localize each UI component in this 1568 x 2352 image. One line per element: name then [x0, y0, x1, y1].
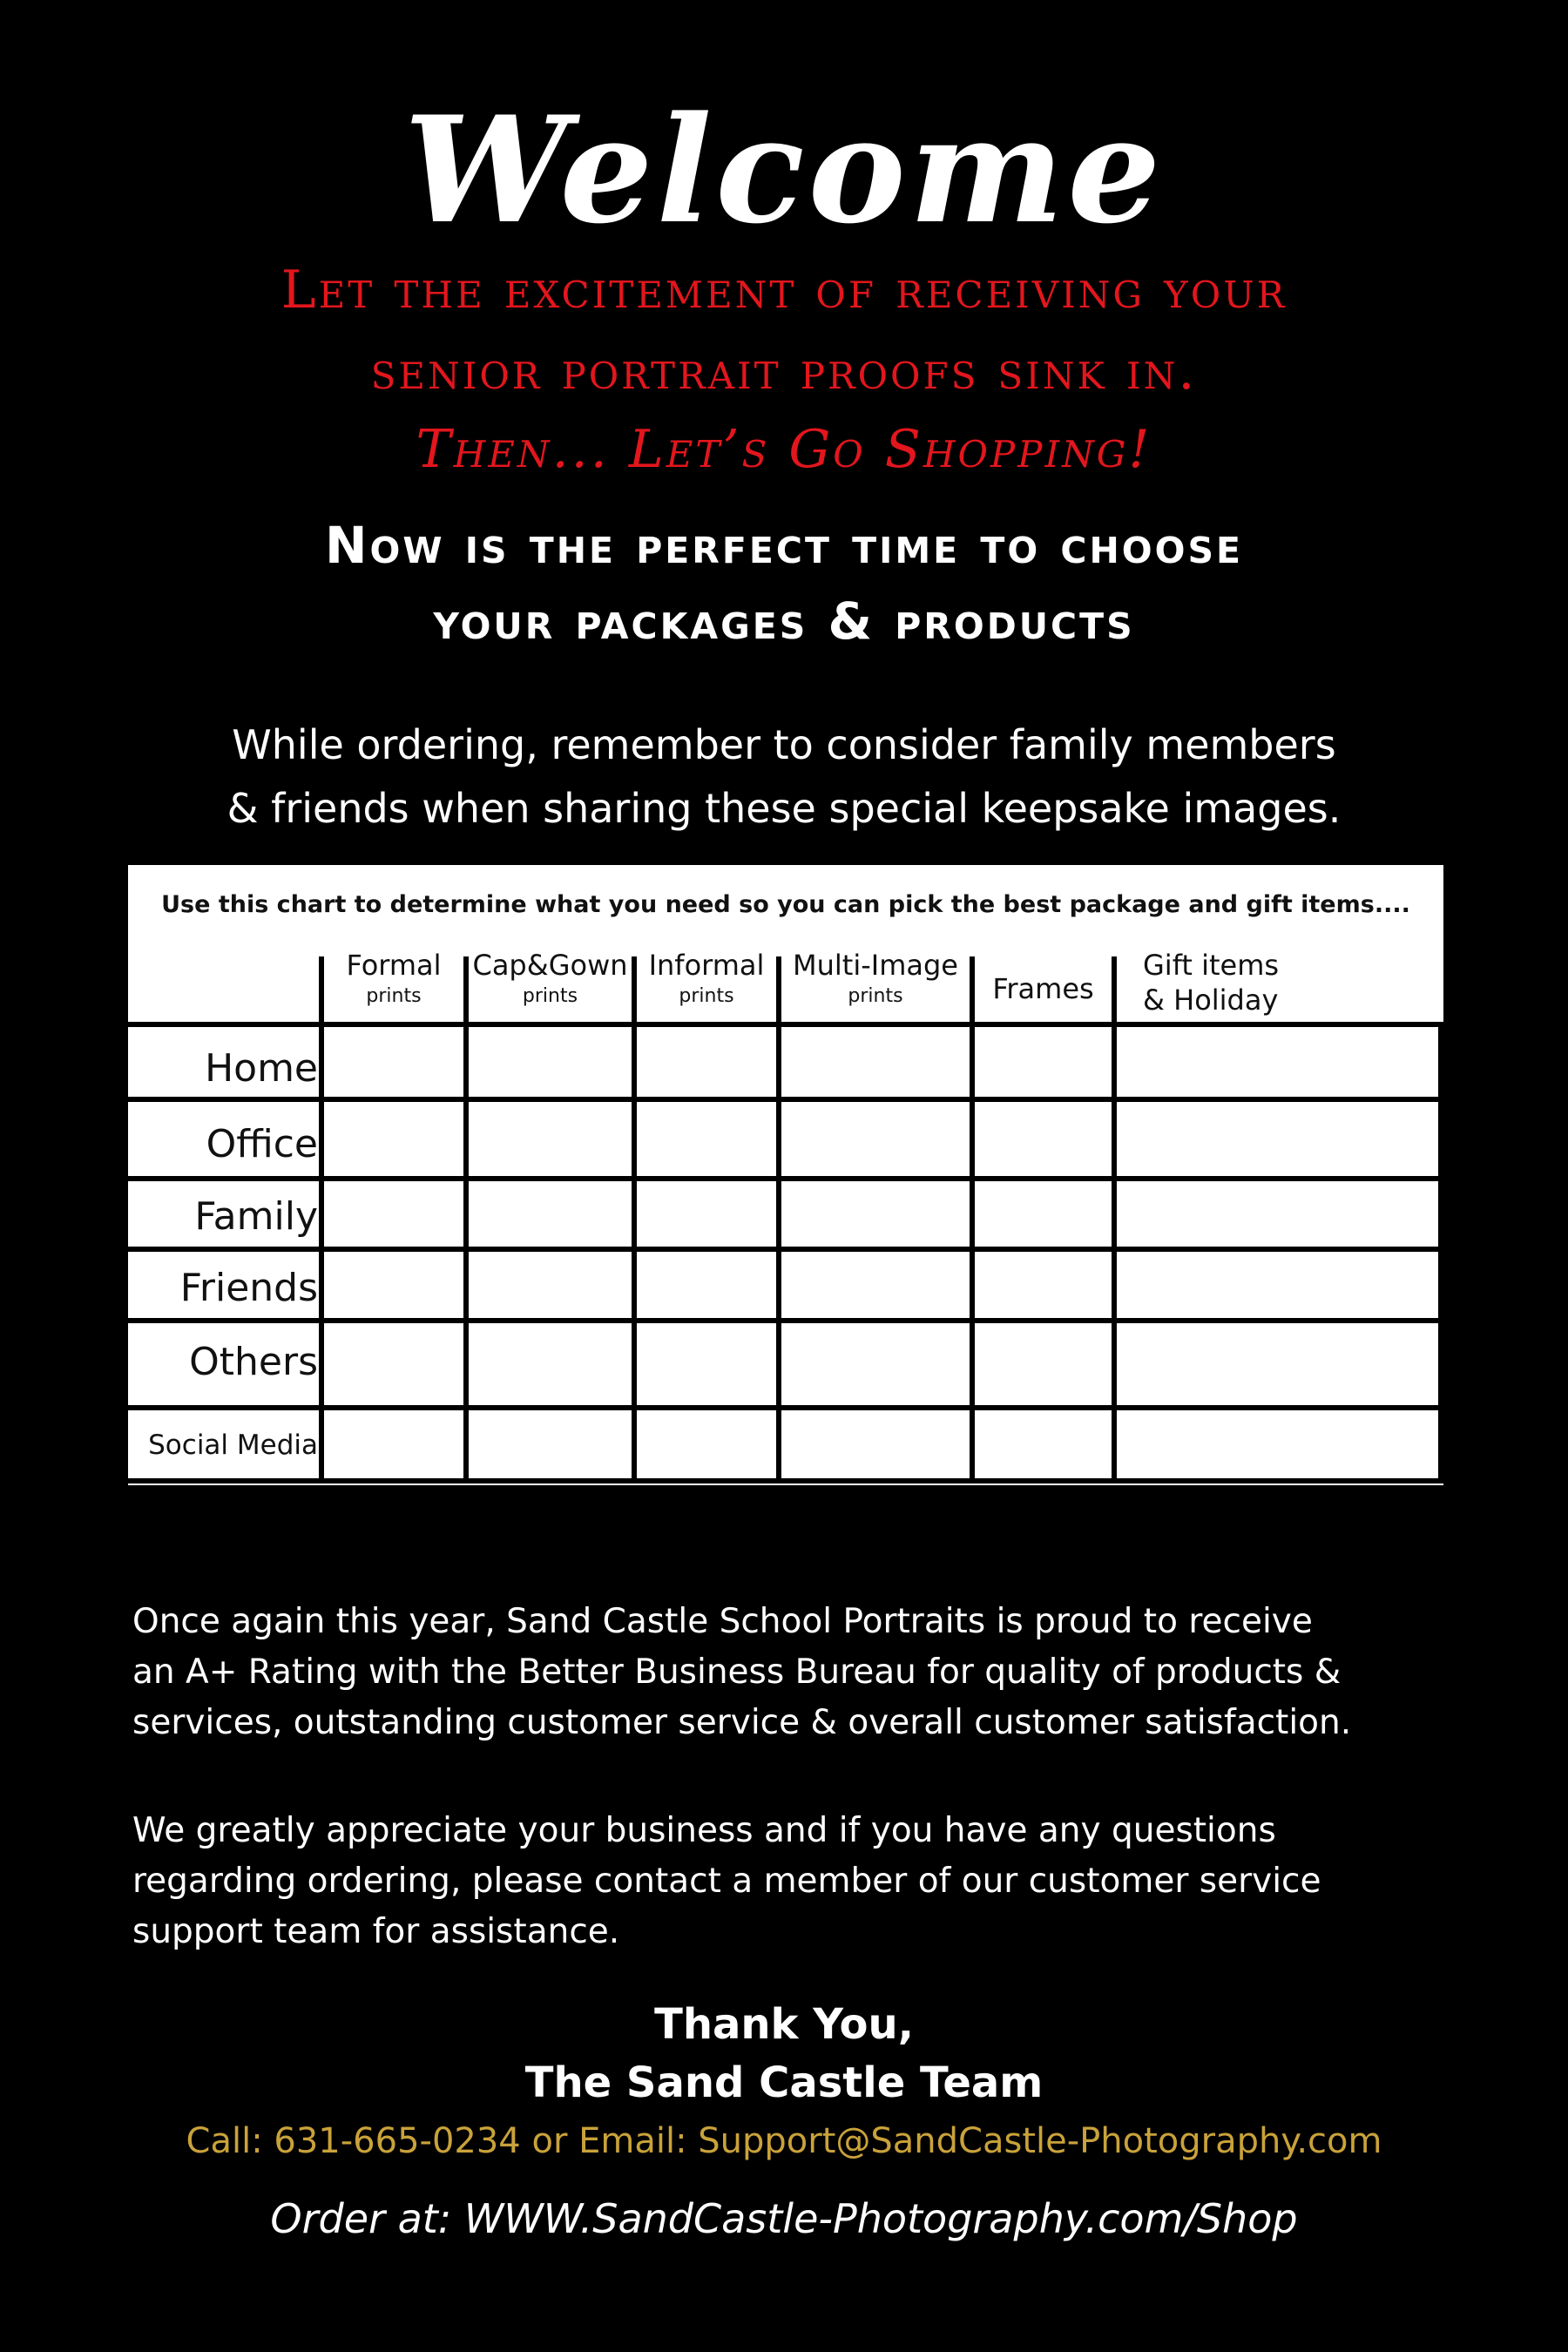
col-header-main: Frames — [992, 972, 1094, 1005]
appreciation-line: We greatly appreciate your business and if you have any questions — [132, 1811, 1276, 1850]
col-header-main: Informal — [648, 949, 765, 982]
appreciation-text — [132, 1806, 1491, 1957]
col-header-main: Formal — [346, 949, 442, 982]
col-header-capgown — [469, 948, 632, 1017]
col-header-main: Cap&Gown — [472, 949, 628, 982]
grid-line — [128, 1176, 1443, 1181]
col-header-sub: prints — [366, 985, 422, 1007]
col-header-multi-image — [781, 948, 970, 1017]
row-label-home: Home — [205, 1046, 318, 1091]
heading-line-2: your packages & products — [433, 591, 1135, 651]
bbb-line: services, outstanding customer service & overall customer satisfaction. — [132, 1703, 1352, 1742]
bbb-rating-text — [132, 1597, 1491, 1748]
appreciation-line: regarding ordering, please contact a member of our customer service — [132, 1862, 1321, 1901]
bbb-line: an A+ Rating with the Better Business Bureau for quality of products & — [132, 1652, 1342, 1692]
appreciation-line: support team for assistance. — [132, 1912, 620, 1951]
bbb-line: Once again this year, Sand Castle School Portraits is proud to receive — [132, 1602, 1313, 1641]
intro-line-2: senior portrait proofs sink in. — [370, 341, 1198, 402]
row-label-family: Family — [194, 1194, 318, 1239]
planning-chart — [128, 865, 1443, 1485]
ordering-note-line-1: While ordering, remember to consider family members — [232, 721, 1336, 768]
col-header-informal — [637, 948, 776, 1017]
col-header-gift-items — [1117, 948, 1443, 1017]
col-header-sub: prints — [679, 985, 734, 1007]
ordering-note-line-2: & friends when sharing these special keepsake images. — [226, 785, 1342, 832]
order-link[interactable]: Order at: WWW.SandCastle-Photography.com/Shop — [270, 2195, 1298, 2242]
col-header-sub: prints — [848, 985, 903, 1007]
col-header-frames — [975, 971, 1112, 1041]
grid-line — [128, 1478, 1443, 1484]
grid-line — [128, 1318, 1443, 1323]
row-label-friends: Friends — [179, 1266, 318, 1310]
contact-info[interactable]: Call: 631-665-0234 or Email: Support@SandCastle-Photography.com — [186, 2121, 1382, 2161]
grid-line — [128, 1247, 1443, 1252]
grid-line — [1438, 1022, 1443, 1484]
col-header-main: Multi-Image — [793, 949, 958, 982]
intro-line-1: Let the excitement of receiving your — [280, 260, 1288, 321]
grid-line — [128, 1405, 1443, 1410]
col-header-formal — [324, 948, 463, 1017]
row-label-office: Office — [206, 1122, 318, 1166]
intro-line-3: Then... Let’s Go Shopping! — [416, 419, 1152, 480]
heading-line-1: Now is the perfect time to choose — [324, 516, 1244, 575]
signature-thank-you: Thank You, — [654, 2000, 914, 2049]
row-label-social-media: Social Media — [148, 1429, 318, 1461]
signature-team: The Sand Castle Team — [524, 2058, 1044, 2107]
grid-line — [128, 1022, 1443, 1027]
col-header-sub: & Holiday — [1143, 983, 1279, 1017]
chart-instruction: Use this chart to determine what you need so you can pick the best package and gift items.... — [161, 891, 1410, 918]
col-header-sub: prints — [522, 985, 578, 1007]
grid-line — [128, 1097, 1443, 1102]
col-header-main: Gift items — [1143, 949, 1280, 982]
page-title: Welcome — [403, 84, 1165, 256]
row-label-others: Others — [189, 1340, 318, 1384]
